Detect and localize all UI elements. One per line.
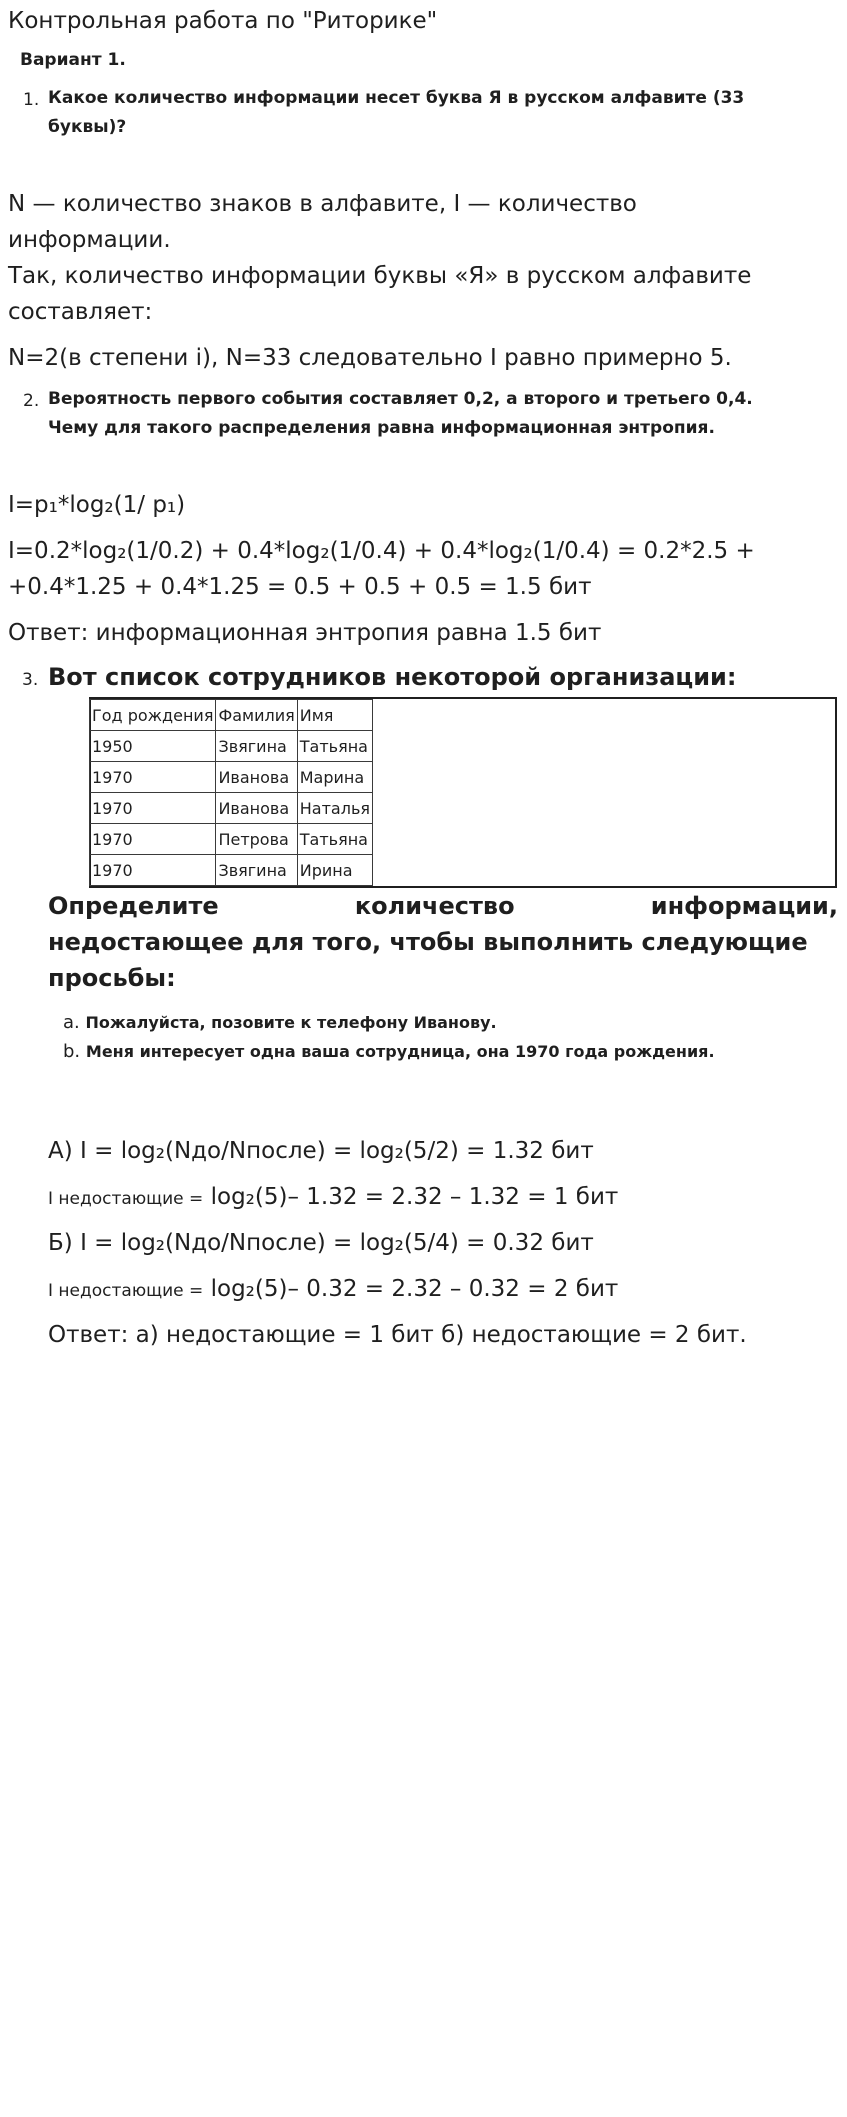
variant-heading: Вариант 1.	[20, 50, 126, 70]
answer-2-calculation	[8, 533, 755, 605]
table-row	[90, 824, 373, 855]
table-header-cell: Фамилия	[216, 700, 297, 731]
table-cell-name: Наталья	[297, 793, 372, 824]
table-cell-year: 1970	[90, 762, 216, 793]
table-row	[90, 762, 373, 793]
question-2-text	[48, 385, 753, 443]
missing-prefix: I недостающие =	[48, 1189, 204, 1209]
answer-2-result: Ответ: информационная энтропия равна 1.5 бит	[8, 620, 602, 646]
task-word: информации,	[650, 892, 838, 920]
answer-1-paragraph-2	[8, 258, 751, 330]
question-1-text	[48, 84, 744, 142]
answer-1-paragraph-3: N=2(в степени i), N=33 следовательно I равно примерно 5.	[8, 345, 732, 371]
answer-1-p2-line2: составляет:	[8, 299, 153, 325]
answer-1-p1-line1: N — количество знаков в алфавите, I — количество	[8, 191, 637, 217]
answer-1-p1-line2: информации.	[8, 227, 171, 253]
question-3-title: Вот список сотрудников некоторой организации:	[48, 663, 737, 691]
table-cell-name: Ирина	[297, 855, 372, 886]
answer-1-paragraph-1	[8, 186, 637, 258]
table-cell-year: 1970	[90, 855, 216, 886]
question-2-line2: Чему для такого распределения равна информационная энтропия.	[48, 418, 715, 438]
answer-3-a: А) I = log₂(Nдо/Nпосле) = log₂(5/2) = 1.32 бит	[48, 1138, 594, 1164]
question-3-task-line1	[48, 888, 838, 924]
subquestion-a	[63, 1012, 497, 1033]
page-title: Контрольная работа по "Риторике"	[8, 8, 438, 34]
answer-2-calc-line2: +0.4*1.25 + 0.4*1.25 = 0.5 + 0.5 + 0.5 = 1.5 бит	[8, 574, 592, 600]
task-word: Определите	[48, 892, 219, 920]
answer-3-result: Ответ: а) недостающие = 1 бит б) недостающие = 2 бит.	[48, 1322, 747, 1348]
subquestion-b-text: Меня интересует одна ваша сотрудница, она 1970 года рождения.	[85, 1042, 715, 1061]
table-row	[90, 793, 373, 824]
table-row	[90, 855, 373, 886]
missing-calc: log₂(5)– 0.32 = 2.32 – 0.32 = 2 бит	[210, 1276, 619, 1302]
missing-prefix: I недостающие =	[48, 1281, 204, 1301]
subquestion-b-label: b.	[63, 1041, 81, 1062]
table-cell-surname: Звягина	[216, 855, 297, 886]
table-cell-surname: Петрова	[216, 824, 297, 855]
table-cell-name: Марина	[297, 762, 372, 793]
question-1-line2: буквы)?	[48, 117, 127, 137]
table-cell-surname: Звягина	[216, 731, 297, 762]
employee-table	[89, 699, 373, 886]
subquestion-a-text: Пожалуйста, позовите к телефону Иванову.	[85, 1013, 497, 1032]
answer-2-formula: I=p₁*log₂(1/ p₁)	[8, 492, 186, 518]
missing-calc: log₂(5)– 1.32 = 2.32 – 1.32 = 1 бит	[210, 1184, 619, 1210]
table-cell-surname: Иванова	[216, 762, 297, 793]
task-word: количество	[354, 892, 515, 920]
question-2-number: 2.	[23, 391, 40, 411]
table-header-cell: Имя	[297, 700, 372, 731]
table-cell-year: 1970	[90, 824, 216, 855]
answer-3-a-missing	[48, 1179, 618, 1217]
question-1-number: 1.	[23, 90, 40, 110]
question-2-line1: Вероятность первого события составляет 0,2, а второго и третьего 0,4.	[48, 389, 753, 409]
answer-2-calc-line1: I=0.2*log₂(1/0.2) + 0.4*log₂(1/0.4) + 0.4*log₂(1/0.4) = 0.2*2.5 +	[8, 538, 755, 564]
table-cell-name: Татьяна	[297, 731, 372, 762]
subquestion-a-label: a.	[63, 1012, 80, 1033]
subquestion-b	[63, 1041, 715, 1062]
table-cell-surname: Иванова	[216, 793, 297, 824]
question-3-task	[48, 888, 838, 996]
table-header-row	[90, 700, 373, 731]
question-1-line1: Какое количество информации несет буква Я в русском алфавите (33	[48, 88, 745, 108]
table-row	[90, 731, 373, 762]
table-cell-year: 1950	[90, 731, 216, 762]
question-3-task-line2: недостающее для того, чтобы выполнить следующие	[48, 928, 808, 956]
answer-3-b: Б) I = log₂(Nдо/Nпосле) = log₂(5/4) = 0.32 бит	[48, 1230, 594, 1256]
table-cell-year: 1970	[90, 793, 216, 824]
table-cell-name: Татьяна	[297, 824, 372, 855]
table-header-cell: Год рождения	[90, 700, 216, 731]
question-3-number: 3.	[22, 670, 39, 690]
answer-3-b-missing	[48, 1271, 618, 1309]
question-3-task-line3: просьбы:	[48, 964, 176, 992]
answer-1-p2-line1: Так, количество информации буквы «Я» в русском алфавите	[8, 263, 752, 289]
